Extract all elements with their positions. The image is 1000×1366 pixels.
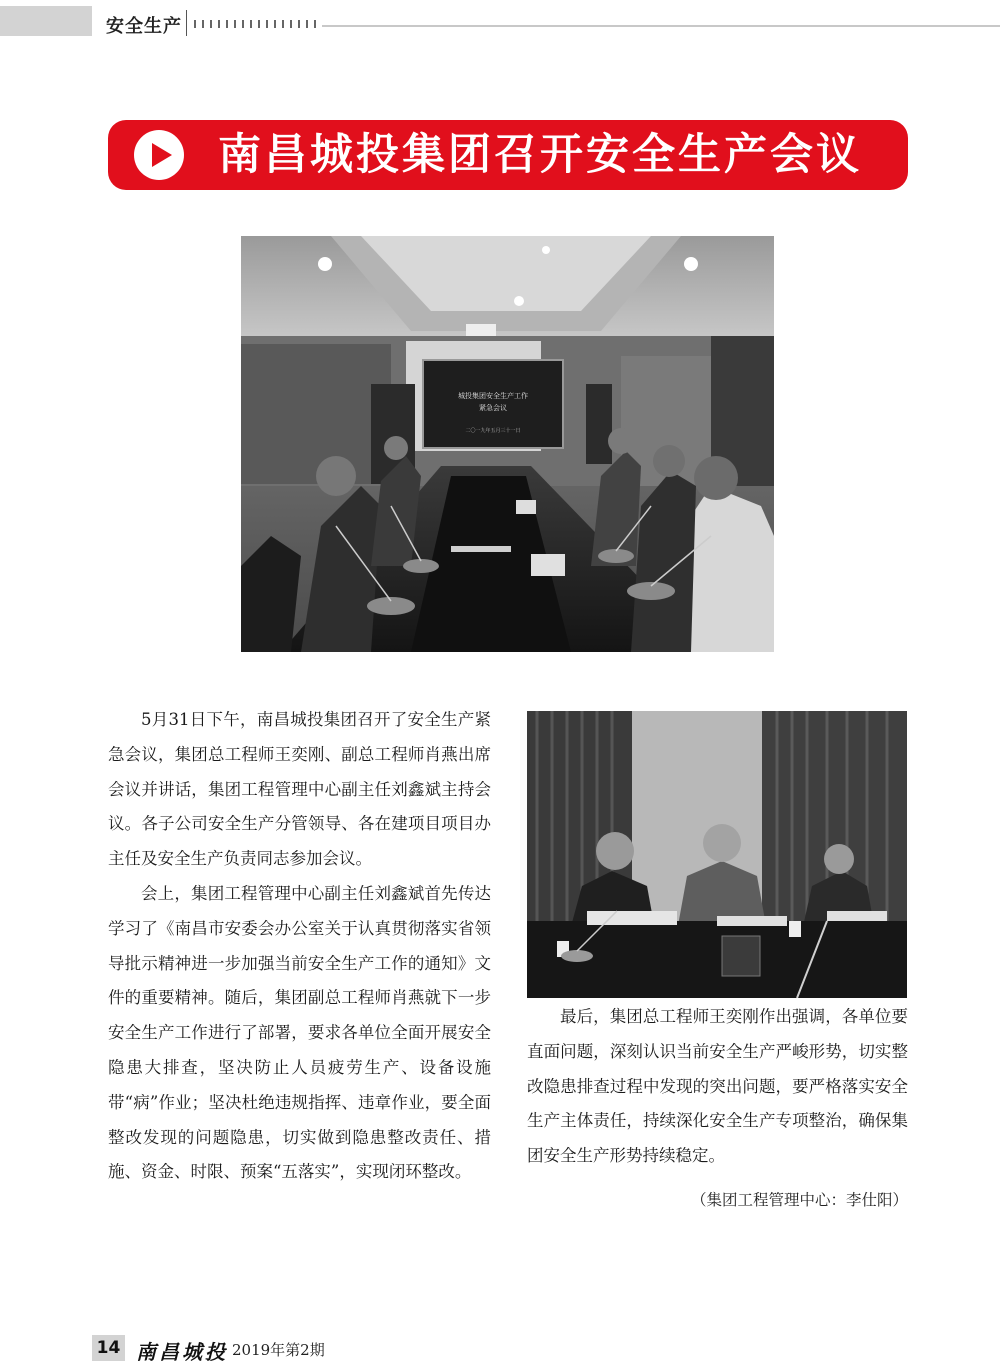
article-body-right bbox=[527, 1000, 908, 1174]
article-title: 南昌城投集团召开安全生产会议 bbox=[218, 130, 862, 180]
issue-label: 2019年第2期 bbox=[232, 1341, 325, 1359]
page-number: 14 bbox=[96, 1338, 121, 1358]
screen-text-3: 二〇一九年五月三十一日 bbox=[465, 428, 521, 434]
speakers-photo bbox=[527, 711, 907, 998]
article-body-left bbox=[108, 703, 491, 1190]
play-icon bbox=[134, 130, 184, 180]
paragraph-2: 会上，集团工程管理中心副主任刘鑫斌首先传达学习了《南昌市安委会办公室关于认真贯彻落实省领导批示精神进一步加强当前安全生产工作的通知》文件的重要精神。随后，集团副总工程师肖燕就下一步安全生产工作进行了部署，要求各单位全面开展安全隐患大排查，坚决防止人员疲劳生产、设备设施带“病”作业；坚决杜绝违规指挥、违章作业，要全面整改发现的问题隐患，切实做到隐患整改责任、措施、资金、时限、预案“五落实”，实现闭环整改。 bbox=[108, 883, 491, 1182]
title-banner bbox=[108, 120, 908, 190]
header-tick-marks bbox=[194, 20, 322, 30]
header-rule bbox=[322, 25, 1000, 27]
header-gray-block bbox=[0, 6, 92, 36]
paragraph-1: 5月31日下午，南昌城投集团召开了安全生产紧急会议，集团总工程师王奕刚、副总工程师肖燕出席会议并讲话，集团工程管理中心副主任刘鑫斌主持会议。各子公司安全生产分管领导、各在建项目项目办主任及安全生产负责同志参加会议。 bbox=[108, 710, 491, 869]
header-divider bbox=[186, 10, 187, 36]
section-label: 安全生产 bbox=[106, 16, 182, 37]
screen-text-2: 紧急会议 bbox=[479, 404, 507, 412]
paragraph-3: 最后，集团总工程师王奕刚作出强调，各单位要直面问题，深刻认识当前安全生产严峻形势，切实整改隐患排查过程中发现的突出问题，要严格落实安全生产主体责任，持续深化安全生产专项整治，确保集团安全生产形势持续稳定。 bbox=[527, 1007, 908, 1166]
meeting-room-photo bbox=[241, 236, 774, 652]
byline: （集团工程管理中心：李仕阳） bbox=[690, 1191, 908, 1209]
screen-text-1: 城投集团安全生产工作 bbox=[458, 392, 528, 400]
page-footer bbox=[0, 1332, 1000, 1366]
magazine-name: 南昌城投 bbox=[136, 1340, 228, 1364]
page-header bbox=[0, 0, 1000, 42]
